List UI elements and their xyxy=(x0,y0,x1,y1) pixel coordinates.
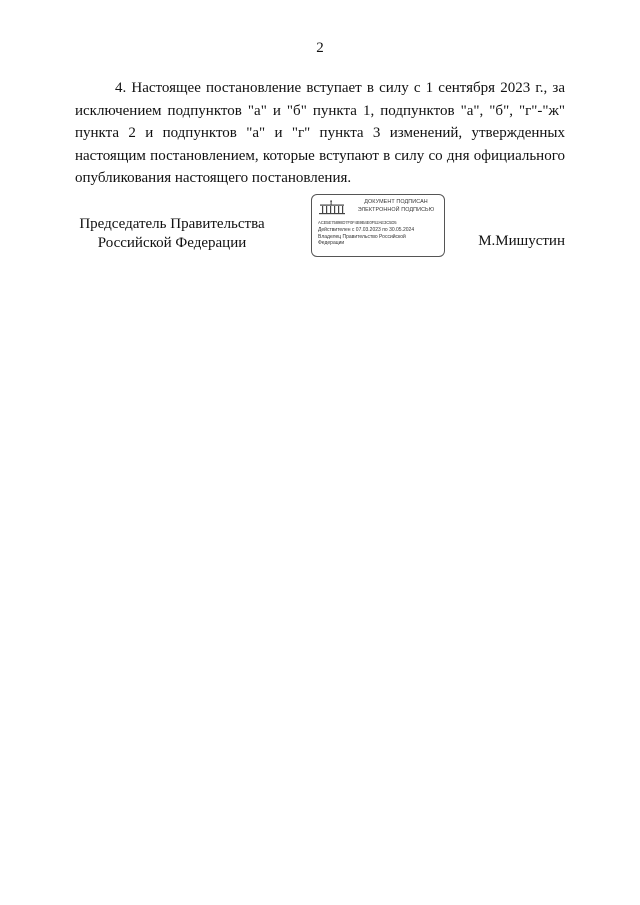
state-emblem-icon xyxy=(318,200,346,216)
stamp-owner-line1: Владелец Правительство Российской xyxy=(318,233,406,240)
page-number: 2 xyxy=(316,40,324,56)
stamp-certificate-number: ACE5E75898D7F0F4B9B4E0F52AE3C5D5 xyxy=(318,220,397,225)
stamp-details xyxy=(318,227,442,247)
stamp-owner-line2: Федерации xyxy=(318,240,345,246)
stamp-heading-line1: ДОКУМЕНТ ПОДПИСАН xyxy=(364,199,428,205)
signer-title xyxy=(75,215,269,253)
signer-title-line1: Председатель Правительства xyxy=(79,216,265,232)
signer-name: М.Мишустин xyxy=(478,233,565,249)
stamp-heading-line2: ЭЛЕКТРОННОЙ ПОДПИСЬЮ xyxy=(357,206,435,213)
signer-title-line2: Российской Федерации xyxy=(97,235,247,251)
signature-block xyxy=(75,199,565,275)
main-paragraph: 4. Настоящее постановление вступает в силу с 1 сентября 2023 г., за исключением подпунктов "а" и "б" пункта 1, подпунктов "а", "б", "г"-"ж" пункта 2 и подпунктов "а" и "г" пункта 3 изменений, утвержденных настоящим постановлением, которые вступают в силу со дня официального опубликования настоящего постановления. xyxy=(75,80,565,186)
stamp-validity: Действителен с 07.03.2023 по 30.05.2024 xyxy=(318,227,415,233)
electronic-signature-stamp xyxy=(311,194,445,257)
stamp-heading xyxy=(350,199,442,214)
